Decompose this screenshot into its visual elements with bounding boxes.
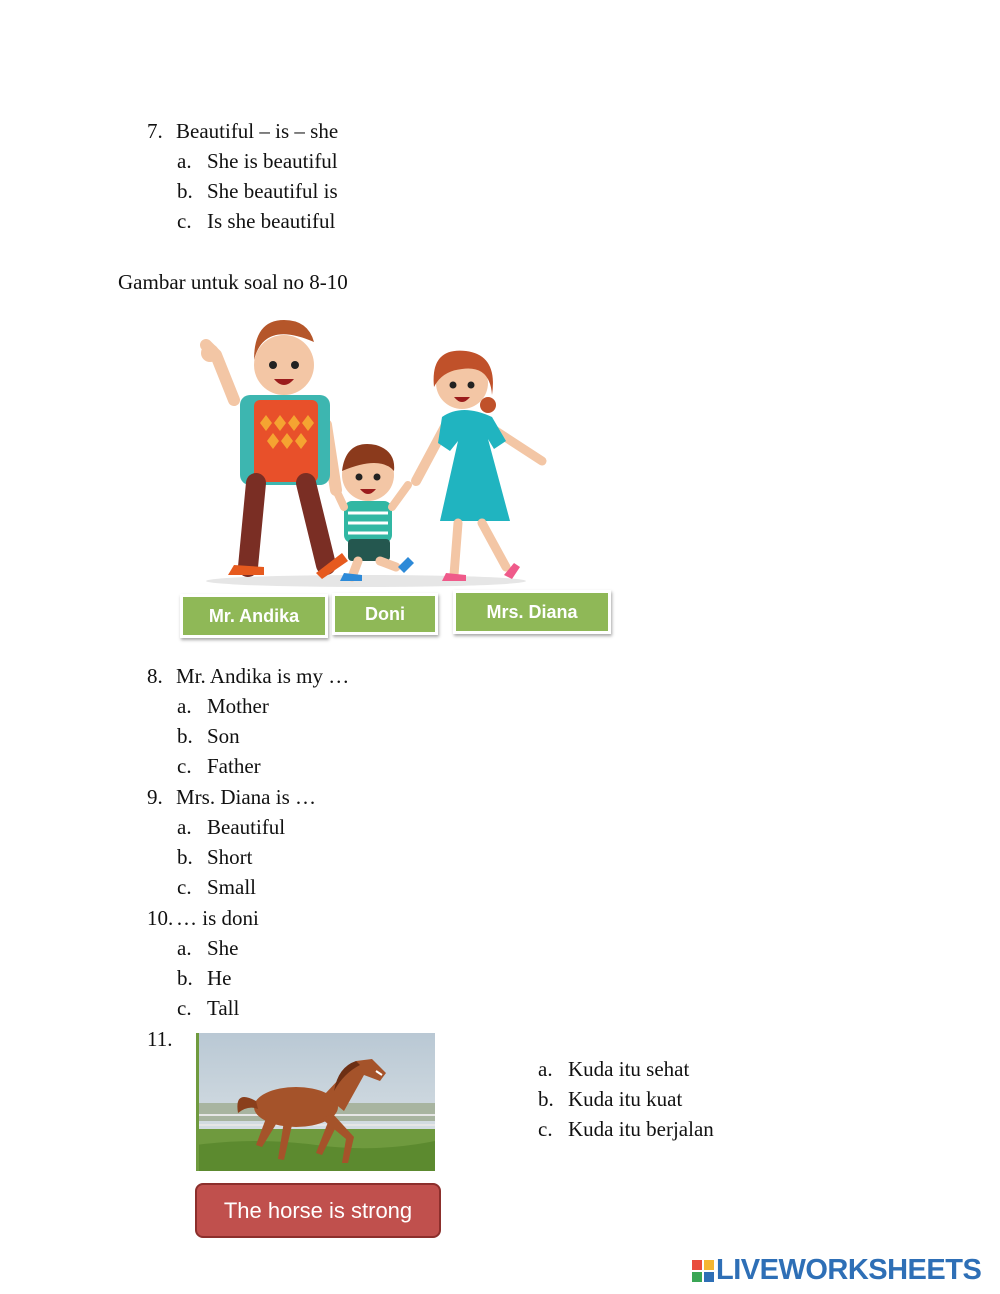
- image-caption: Gambar untuk soal no 8-10: [118, 270, 348, 294]
- option-10b[interactable]: [177, 965, 232, 991]
- option-letter: a.: [177, 149, 192, 173]
- option-letter: c.: [177, 996, 192, 1020]
- question-7: [147, 118, 338, 144]
- option-letter: b.: [177, 724, 193, 748]
- option-11a[interactable]: [538, 1056, 689, 1082]
- question-text: … is doni: [176, 906, 259, 930]
- option-text: He: [207, 966, 232, 990]
- option-letter: c.: [538, 1117, 553, 1141]
- option-letter: b.: [177, 845, 193, 869]
- boy-figure: [336, 444, 414, 581]
- option-8a[interactable]: [177, 693, 269, 719]
- question-number: 11.: [147, 1027, 173, 1051]
- family-illustration: [176, 305, 616, 645]
- family-drawing: [176, 305, 616, 595]
- option-letter: a.: [538, 1057, 553, 1081]
- option-letter: b.: [177, 179, 193, 203]
- question-9: [147, 784, 316, 810]
- horse-photo: [196, 1033, 435, 1171]
- option-text: Short: [207, 845, 253, 869]
- option-letter: a.: [177, 694, 192, 718]
- option-text: Kuda itu berjalan: [568, 1117, 714, 1141]
- option-letter: c.: [177, 754, 192, 778]
- option-text: Tall: [207, 996, 240, 1020]
- option-7b[interactable]: [177, 178, 338, 204]
- option-text: Son: [207, 724, 240, 748]
- question-number: 10.: [147, 906, 174, 930]
- question-number: 9.: [147, 785, 163, 809]
- option-8c[interactable]: [177, 753, 261, 779]
- option-11b[interactable]: [538, 1086, 682, 1112]
- option-text: Father: [207, 754, 261, 778]
- horse-drawing: [196, 1033, 435, 1171]
- name-tag-mr-andika: Mr. Andika: [180, 594, 328, 638]
- question-text: Beautiful – is – she: [176, 119, 339, 143]
- answer-chip-horse[interactable]: The horse is strong: [195, 1183, 441, 1238]
- name-tag-mrs-diana: Mrs. Diana: [453, 590, 611, 634]
- option-letter: c.: [177, 875, 192, 899]
- option-letter: b.: [177, 966, 193, 990]
- question-text: Mrs. Diana is …: [176, 785, 316, 809]
- question-10: [147, 905, 259, 931]
- logo-grid-icon: [692, 1260, 714, 1282]
- option-text: She: [207, 936, 239, 960]
- name-tag-doni: Doni: [332, 593, 438, 635]
- option-9c[interactable]: [177, 874, 256, 900]
- option-letter: a.: [177, 936, 192, 960]
- option-letter: a.: [177, 815, 192, 839]
- father-figure: [201, 320, 348, 579]
- option-10a[interactable]: [177, 935, 239, 961]
- option-text: Kuda itu sehat: [568, 1057, 690, 1081]
- option-text: Mother: [207, 694, 269, 718]
- option-9b[interactable]: [177, 844, 253, 870]
- question-text: Mr. Andika is my …: [176, 664, 350, 688]
- option-text: Kuda itu kuat: [568, 1087, 683, 1111]
- option-7a[interactable]: [177, 148, 338, 174]
- option-8b[interactable]: [177, 723, 240, 749]
- logo-text: LIVEWORKSHEETS: [716, 1254, 982, 1286]
- question-8: [147, 663, 349, 689]
- option-11c[interactable]: [538, 1116, 714, 1142]
- liveworksheets-logo: [692, 1254, 981, 1287]
- option-text: She beautiful is: [207, 179, 338, 203]
- question-number: 8.: [147, 664, 163, 688]
- option-text: She is beautiful: [207, 149, 338, 173]
- mother-figure: [416, 351, 542, 581]
- option-text: Is she beautiful: [207, 209, 336, 233]
- option-text: Small: [207, 875, 257, 899]
- option-10c[interactable]: [177, 995, 239, 1021]
- option-letter: c.: [177, 209, 192, 233]
- question-number: 7.: [147, 119, 163, 143]
- option-letter: b.: [538, 1087, 554, 1111]
- option-9a[interactable]: [177, 814, 285, 840]
- question-11: [147, 1026, 176, 1052]
- option-7c[interactable]: [177, 208, 335, 234]
- option-text: Beautiful: [207, 815, 286, 839]
